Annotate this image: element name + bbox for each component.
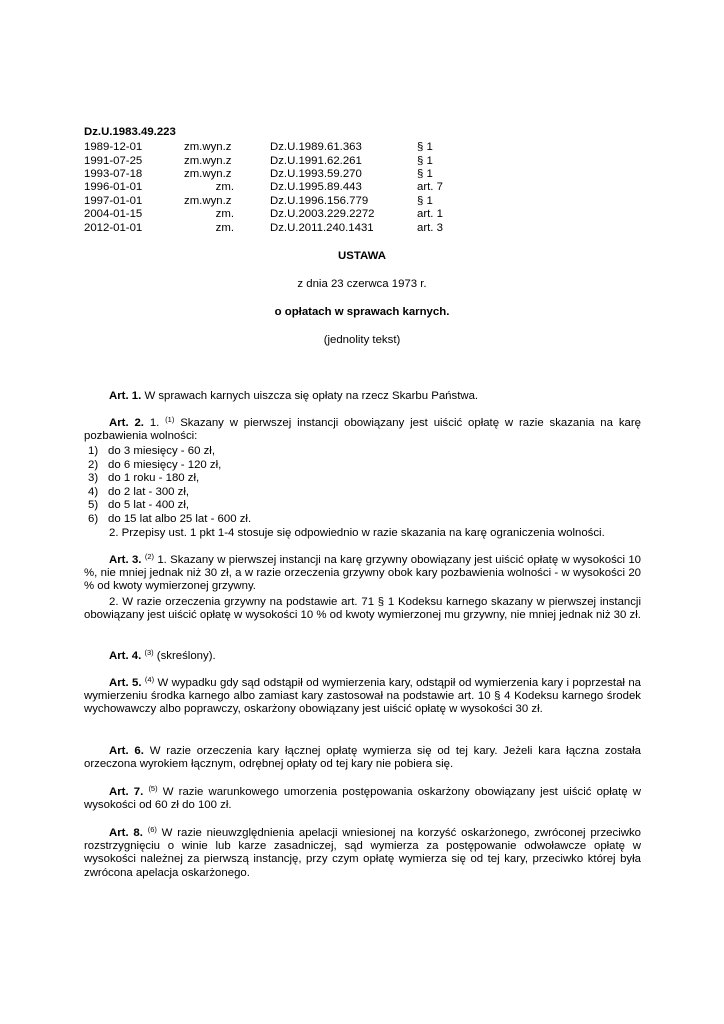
amendment-ref: Dz.U.2003.229.2272 xyxy=(270,208,375,220)
amendment-ref: Dz.U.1991.62.261 xyxy=(270,155,362,167)
amendment-section: § 1 xyxy=(417,168,433,180)
amendment-section: § 1 xyxy=(417,141,433,153)
list-text: do 3 miesięcy - 60 zł, xyxy=(108,445,215,457)
list-text: do 1 roku - 180 zł, xyxy=(108,472,200,484)
amendment-section: § 1 xyxy=(417,195,433,207)
consolidated-note: (jednolity tekst) xyxy=(323,334,401,346)
footnote-ref: (6) xyxy=(147,825,157,834)
article-text: W razie nieuwzględnienia apelacji wniesionej na korzyść oskarżonego, zwróconej przeciwko rozstrzygnięciu o winie lub karze zasadniczej, sąd wymierza za postępowanie odwoławcze opłatę w wysokości należnej za pierwszą instancję, przy czym opłatę wymierza się od tej kary, przeciwko której była zwrócona apelacja oskarżonego. xyxy=(84,827,641,879)
list-text: do 2 lat - 300 zł, xyxy=(108,486,190,498)
list-text: do 5 lat - 400 zł, xyxy=(108,499,190,511)
act-subject: o opłatach w sprawach karnych. xyxy=(274,306,450,318)
footnote-ref: (3) xyxy=(144,648,154,657)
amendment-date: 1989-12-01 xyxy=(84,141,143,153)
list-number: 6) xyxy=(88,513,99,525)
article-text: W razie orzeczenia kary łącznej opłatę wymierza się od tej kary. Jeżeli kara łączna została orzeczona wyrokiem łącznym, odrębnej opłaty od tej kary nie pobiera się. xyxy=(84,745,642,771)
footnote-ref: (2) xyxy=(144,552,154,561)
article-6 xyxy=(84,745,641,771)
article-text: (skreślony). xyxy=(153,650,216,662)
footnote-ref: (4) xyxy=(144,675,155,684)
article-label: Art. 6. xyxy=(109,745,144,757)
amendment-section: art. 3 xyxy=(417,222,443,234)
amendment-date: 1997-01-01 xyxy=(84,195,143,207)
article-label: Art. 2. xyxy=(109,417,144,429)
article-2 xyxy=(84,417,641,443)
document-id: Dz.U.1983.49.223 xyxy=(84,126,176,138)
article-label: Art. 1. xyxy=(109,390,142,402)
list-number: 5) xyxy=(88,499,99,511)
act-date: z dnia 23 czerwca 1973 r. xyxy=(297,278,427,290)
footnote-ref: (1) xyxy=(165,415,175,424)
list-item xyxy=(88,445,215,457)
list-number: 4) xyxy=(88,486,99,498)
amendment-ref: Dz.U.1995.89.443 xyxy=(270,181,362,193)
article-7 xyxy=(84,786,641,812)
list-number: 2) xyxy=(88,459,99,471)
amendment-ref: Dz.U.1993.59.270 xyxy=(270,168,362,180)
list-text: do 15 lat albo 25 lat - 600 zł. xyxy=(108,513,252,525)
list-item xyxy=(88,486,189,498)
amendment-section: art. 1 xyxy=(417,208,443,220)
list-text: do 6 miesięcy - 120 zł, xyxy=(108,459,222,471)
list-item xyxy=(88,459,221,471)
article-label: Art. 5. xyxy=(109,677,142,689)
amendment-type: zm.wyn.z xyxy=(184,155,232,167)
article-2-paragraph-2: 2. Przepisy ust. 1 pkt 1-4 stosuje się odpowiednio w razie skazania na karę ograniczenia wolności. xyxy=(109,527,605,539)
amendment-type: zm.wyn.z xyxy=(184,141,232,153)
amendment-section: § 1 xyxy=(417,155,433,167)
article-1 xyxy=(84,390,641,403)
list-number: 1) xyxy=(88,445,99,457)
amendment-date: 1991-07-25 xyxy=(84,155,143,167)
article-text: W wypadku gdy sąd odstąpił od wymierzenia kary, odstąpił od wymierzenia kary i poprzestał na wymierzeniu środka karnego albo zamiast kary zastosował na podstawie art. 10 § 4 Kodeksu karnego środek wychowawczy albo poprawczy, oskarżony obowiązany jest uiścić opłatę w wysokości 30 zł. xyxy=(84,677,642,716)
amendment-date: 2012-01-01 xyxy=(84,222,143,234)
amendment-type: zm.wyn.z xyxy=(184,195,232,207)
amendment-date: 2004-01-15 xyxy=(84,208,143,220)
article-5 xyxy=(84,677,641,717)
article-label: Art. 7. xyxy=(109,786,144,798)
article-3-paragraph-2: 2. W razie orzeczenia grzywny na podstawie art. 71 § 1 Kodeksu karnego skazany w pierwszej instancji obowiązany jest uiścić opłatę w wysokości 10 % od kwoty wymierzonej mu grzywny, nie mniej jednak niż 30 zł. xyxy=(84,596,641,622)
article-text: Skazany w pierwszej instancji obowiązany jest uiścić opłatę w razie skazania na karę pozbawienia wolności: xyxy=(84,417,641,443)
amendment-date: 1993-07-18 xyxy=(84,168,143,180)
footnote-ref: (5) xyxy=(148,784,158,793)
amendment-type: zm. xyxy=(215,181,234,193)
list-item xyxy=(88,513,251,525)
article-label: Art. 8. xyxy=(109,827,143,839)
amendment-type: zm.wyn.z xyxy=(184,168,232,180)
article-text: W razie warunkowego umorzenia postępowania oskarżony obowiązany jest uiścić opłatę w wysokości od 60 zł do 100 zł. xyxy=(84,786,642,812)
list-item xyxy=(88,472,199,484)
article-8 xyxy=(84,827,641,880)
amendment-section: art. 7 xyxy=(417,181,443,193)
amendment-date: 1996-01-01 xyxy=(84,181,143,193)
list-number: 3) xyxy=(88,472,99,484)
act-title: USTAWA xyxy=(338,250,386,262)
article-3 xyxy=(84,554,641,594)
article-text: 1. Skazany w pierwszej instancji na karę grzywny obowiązany jest uiścić opłatę w wysokości 10 %, nie mniej jednak niż 30 zł, a w razie orzeczenia grzywny obok kary pozbawienia wolności - w wysokości 20 % od kwoty wymierzonej grzywny. xyxy=(84,554,642,593)
article-4 xyxy=(84,650,641,663)
paragraph-number: 1. xyxy=(143,417,166,429)
article-text: W sprawach karnych uiszcza się opłaty na rzecz Skarbu Państwa. xyxy=(141,390,479,402)
amendment-type: zm. xyxy=(215,208,234,220)
amendment-ref: Dz.U.1989.61.363 xyxy=(270,141,362,153)
amendment-ref: Dz.U.2011.240.1431 xyxy=(270,222,374,234)
amendment-ref: Dz.U.1996.156.779 xyxy=(270,195,369,207)
article-label: Art. 4. xyxy=(109,650,142,662)
article-label: Art. 3. xyxy=(109,554,142,566)
amendment-type: zm. xyxy=(215,222,234,234)
list-item xyxy=(88,499,189,511)
